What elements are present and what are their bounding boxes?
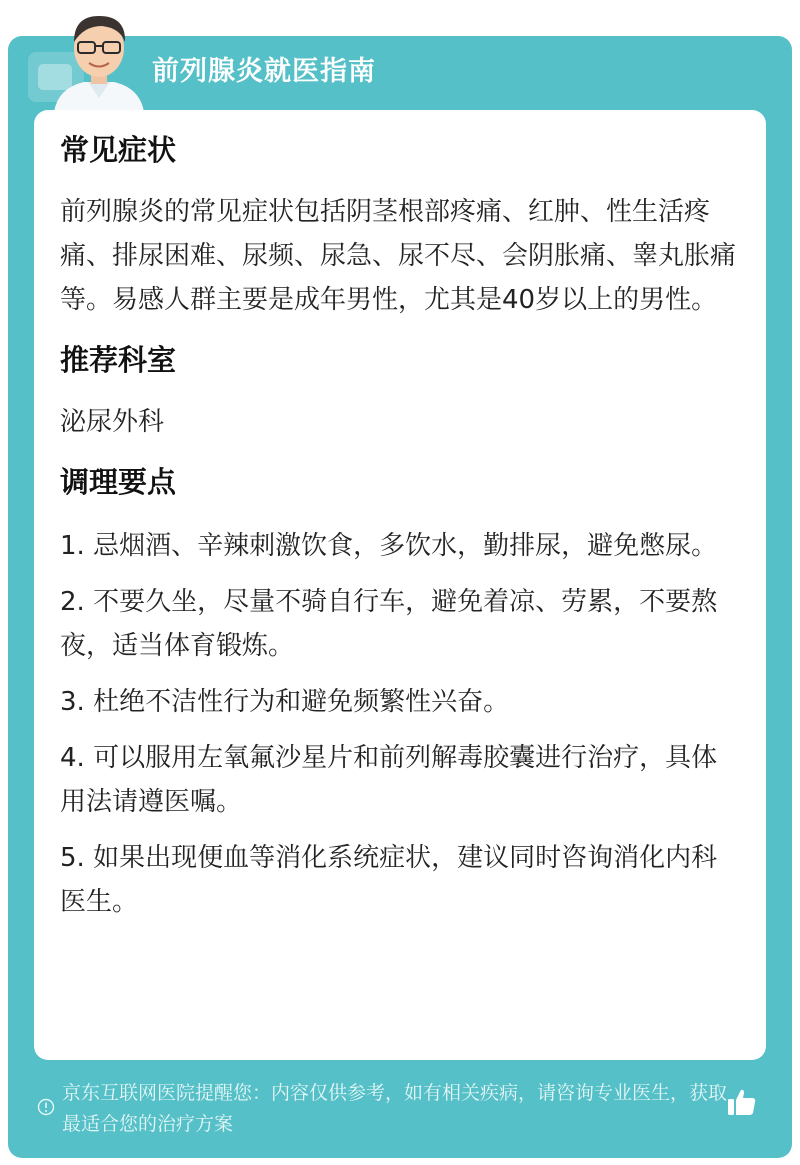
care-item: 4. 可以服用左氧氟沙星片和前列解毒胶囊进行治疗，具体用法请遵医嘱。 bbox=[60, 743, 718, 817]
department-text: 泌尿外科 bbox=[60, 407, 165, 437]
care-item: 2. 不要久坐，尽量不骑自行车，避免着凉、劳累，不要熬夜，适当体育锻炼。 bbox=[60, 587, 718, 661]
page-title: 前列腺炎就医指南 bbox=[152, 56, 376, 87]
disclaimer-text: 京东互联网医院提醒您：内容仅供参考，如有相关疾病，请咨询专业医生，获取最适合您的治疗方案 bbox=[62, 1082, 728, 1135]
content bbox=[60, 130, 740, 924]
symptoms-heading: 常见症状 bbox=[60, 133, 177, 167]
symptoms-text: 前列腺炎的常见症状包括阴茎根部疼痛、红肿、性生活疼痛、排尿困难、尿频、尿急、尿不尽、会阴胀痛、睾丸胀痛等。易感人群主要是成年男性，尤其是40岁以上的男性。 bbox=[60, 197, 737, 315]
info-icon bbox=[37, 1098, 55, 1116]
doctor-avatar bbox=[44, 4, 154, 112]
care-item: 3. 杜绝不洁性行为和避免频繁性兴奋。 bbox=[60, 687, 510, 717]
thumbs-up-icon[interactable] bbox=[726, 1086, 758, 1118]
care-item: 5. 如果出现便血等消化系统症状，建议同时咨询消化内科医生。 bbox=[60, 843, 718, 917]
department-heading: 推荐科室 bbox=[60, 343, 177, 377]
care-item: 1. 忌烟酒、辛辣刺激饮食，多饮水，勤排尿，避免憋尿。 bbox=[60, 531, 718, 561]
care-heading: 调理要点 bbox=[60, 465, 177, 499]
